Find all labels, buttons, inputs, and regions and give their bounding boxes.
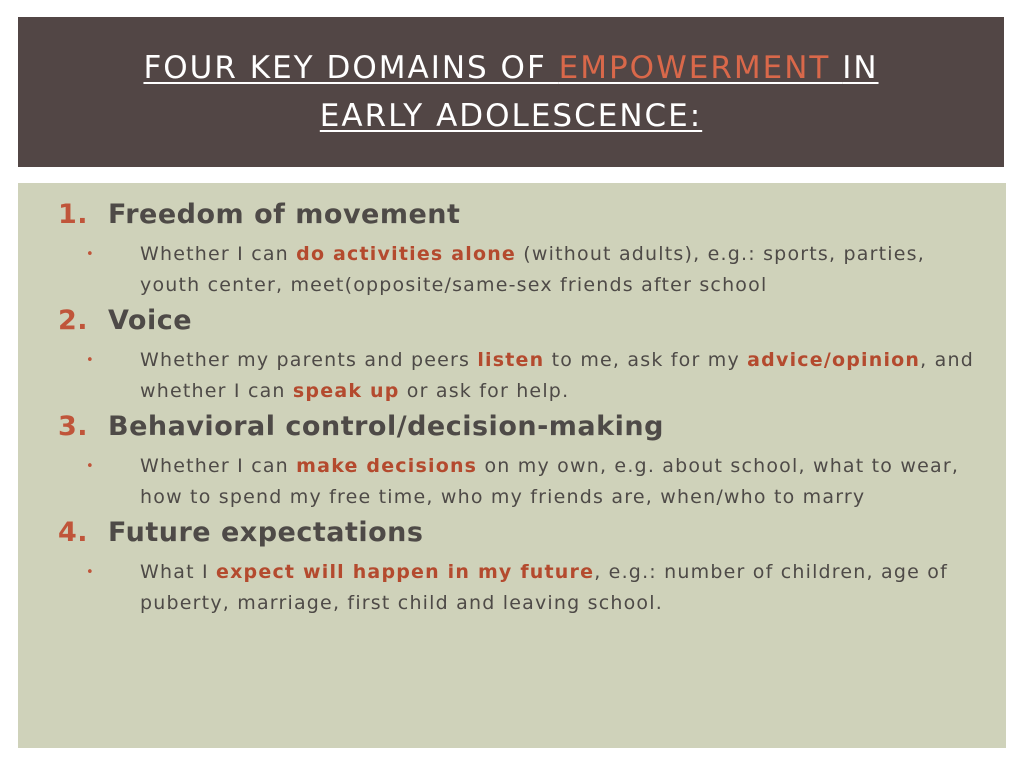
domain-number: 2. xyxy=(58,305,89,336)
highlighted-phrase: advice/opinion xyxy=(747,349,921,371)
domain-heading xyxy=(58,411,988,453)
highlighted-phrase: speak up xyxy=(292,380,400,402)
domain-description xyxy=(58,557,988,619)
slide-title-line-2: EARLY ADOLESCENCE: xyxy=(319,98,703,134)
slide-title-line-1 xyxy=(143,44,878,92)
bullet-icon: • xyxy=(86,459,95,474)
domain-heading xyxy=(58,517,988,559)
domain-heading xyxy=(58,305,988,347)
domain-list xyxy=(58,199,988,623)
description-text: (without adults), e.g.: sports, parties, youth center, meet(opposite/same-sex friends after school xyxy=(140,243,925,296)
domain-number: 1. xyxy=(58,199,89,230)
bullet-icon: • xyxy=(86,247,95,262)
title-part-1: FOUR KEY DOMAINS OF xyxy=(143,50,559,86)
domain-description xyxy=(58,345,988,407)
description-text: or ask for help. xyxy=(399,380,570,402)
bullet-icon: • xyxy=(86,565,95,580)
description-text: Whether I can xyxy=(140,243,297,265)
domain-number: 4. xyxy=(58,517,89,548)
title-banner xyxy=(18,17,1004,167)
domain-number: 3. xyxy=(58,411,89,442)
bullet-icon: • xyxy=(86,353,95,368)
content-panel xyxy=(18,183,1006,748)
title-accent-word: EMPOWERMENT xyxy=(558,50,843,86)
description-text: on my own, e.g. about school, what to wear, how to spend my free time, who my friends are, when/who to marry xyxy=(140,455,960,508)
description-text: , and whether I can xyxy=(140,349,974,402)
domain-title: Behavioral control/decision-making xyxy=(108,411,664,442)
domain-title: Voice xyxy=(108,305,193,336)
description-text: What I xyxy=(140,561,217,583)
domain-heading xyxy=(58,199,988,241)
domain-title: Freedom of movement xyxy=(108,199,461,230)
highlighted-phrase: listen xyxy=(477,349,545,371)
domain-description xyxy=(58,451,988,513)
title-part-2: IN xyxy=(842,50,879,86)
description-text: , e.g.: number of children, age of puberty, marriage, first child and leaving school. xyxy=(140,561,948,614)
description-text: Whether my parents and peers xyxy=(140,349,478,371)
description-text: to me, ask for my xyxy=(544,349,748,371)
highlighted-phrase: expect will happen in my future xyxy=(216,561,595,583)
highlighted-phrase: do activities alone xyxy=(296,243,517,265)
domain-title: Future expectations xyxy=(108,517,424,548)
description-text: Whether I can xyxy=(140,455,297,477)
domain-description xyxy=(58,239,988,301)
highlighted-phrase: make decisions xyxy=(296,455,478,477)
